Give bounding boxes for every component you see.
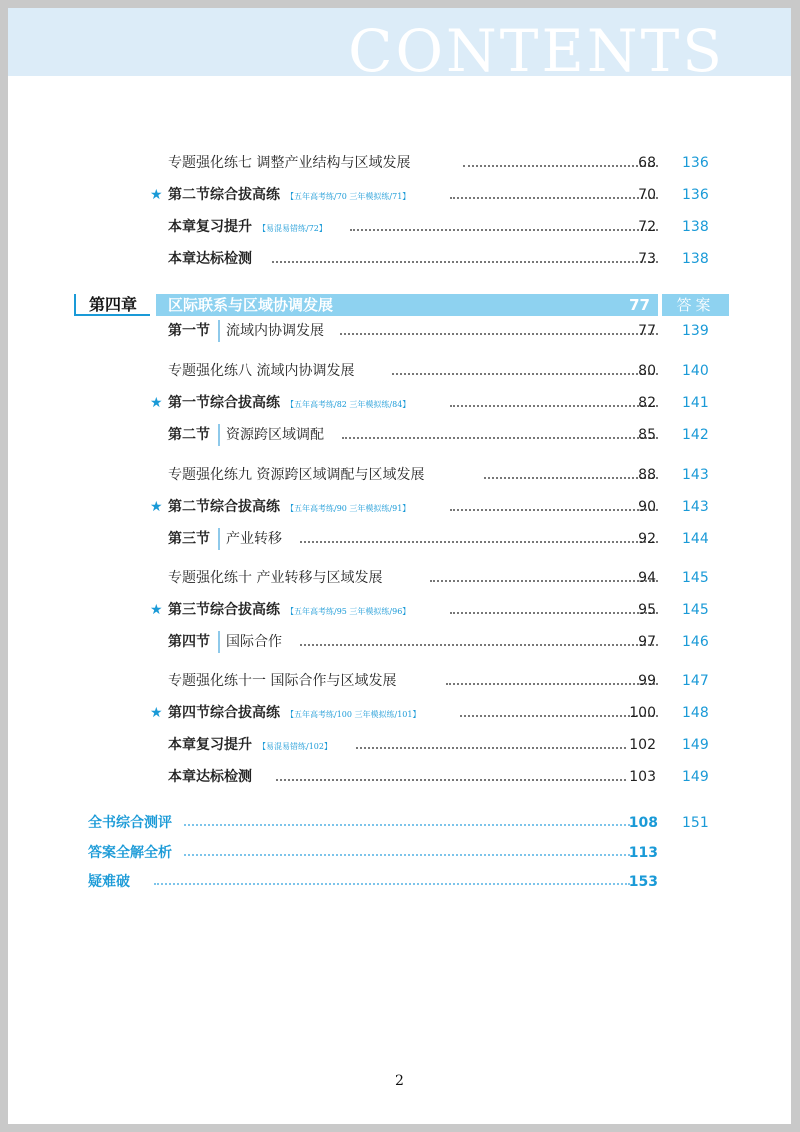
page-number: 2 xyxy=(395,1073,404,1089)
toc-entry-chapter-review[interactable] xyxy=(168,215,726,239)
entry-answer-page: 139 xyxy=(682,323,709,339)
star-icon: ★ xyxy=(150,395,163,411)
entry-title: 本章复习提升 【易混易错练/102】 xyxy=(168,737,332,753)
answer-column-label: 答案 xyxy=(662,294,729,316)
document-page xyxy=(8,8,791,1124)
entry-page: 94 xyxy=(638,570,656,586)
entry-page: 108 xyxy=(628,815,658,831)
section-title: 资源跨区域调配 xyxy=(226,427,324,443)
star-icon: ★ xyxy=(150,499,163,515)
dot-leader xyxy=(356,747,626,749)
entry-answer-page: 149 xyxy=(682,769,709,785)
entry-page: 113 xyxy=(628,845,658,861)
toc-entry-chapter4-test[interactable] xyxy=(168,765,726,789)
section-divider xyxy=(218,528,220,550)
entry-answer-page: 145 xyxy=(682,570,709,586)
entry-page: 68 xyxy=(638,155,656,171)
star-icon: ★ xyxy=(150,602,163,618)
entry-answer-page: 143 xyxy=(682,499,709,515)
entry-answer-page: 151 xyxy=(682,815,709,831)
entry-page: 100 xyxy=(629,705,656,721)
entry-answer-page: 142 xyxy=(682,427,709,443)
entry-answer-page: 149 xyxy=(682,737,709,753)
entry-answer-page: 143 xyxy=(682,467,709,483)
dot-leader xyxy=(184,824,630,826)
entry-page: 153 xyxy=(628,874,658,890)
section-number: 第三节 xyxy=(168,531,210,547)
toc-book-difficulty[interactable] xyxy=(88,871,716,893)
entry-title: 第四节综合拔高练 【五年高考练/100 三年模拟练/101】 xyxy=(168,705,421,721)
star-icon: ★ xyxy=(150,187,163,203)
toc-entry-chapter-test[interactable] xyxy=(168,247,726,271)
entry-title: 疑难破 xyxy=(88,874,130,890)
entry-title: 第一节综合拔高练 【五年高考练/82 三年模拟练/84】 xyxy=(168,395,411,411)
entry-answer-page: 138 xyxy=(682,251,709,267)
entry-title: 本章达标检测 xyxy=(168,769,252,785)
entry-answer-page: 136 xyxy=(682,155,709,171)
entry-answer-page: 136 xyxy=(682,187,709,203)
entry-page: 103 xyxy=(629,769,656,785)
contents-header-band xyxy=(8,8,791,76)
dot-leader xyxy=(154,883,630,885)
entry-title: 本章复习提升 【易混易错练/72】 xyxy=(168,219,327,235)
entry-title: 专题强化练七 调整产业结构与区域发展 xyxy=(168,155,411,171)
toc-entry-section2-review-ch4[interactable] xyxy=(150,495,726,519)
entry-page: 97 xyxy=(638,634,656,650)
dot-leader xyxy=(184,854,630,856)
entry-title: 全书综合测评 xyxy=(88,815,172,831)
entry-title: 本章达标检测 xyxy=(168,251,252,267)
entry-answer-page: 146 xyxy=(682,634,709,650)
entry-page: 99 xyxy=(638,673,656,689)
chapter-title: 区际联系与区域协调发展 xyxy=(168,296,334,314)
entry-title: 专题强化练八 流域内协调发展 xyxy=(168,363,355,379)
entry-page: 85 xyxy=(638,427,656,443)
entry-page: 95 xyxy=(638,602,656,618)
chapter-title-bar xyxy=(156,294,658,316)
entry-answer-page: 144 xyxy=(682,531,709,547)
chapter-page: 77 xyxy=(629,296,650,314)
toc-section-1[interactable] xyxy=(168,319,726,343)
toc-entry-section2-review[interactable] xyxy=(150,183,726,207)
entry-page: 102 xyxy=(629,737,656,753)
entry-title: 答案全解全析 xyxy=(88,845,172,861)
entry-answer-page: 140 xyxy=(682,363,709,379)
entry-title: 专题强化练十 产业转移与区域发展 xyxy=(168,570,383,586)
entry-answer-page: 141 xyxy=(682,395,709,411)
contents-heading: CONTENTS xyxy=(348,17,725,76)
toc-section-4[interactable] xyxy=(168,630,726,654)
entry-answer-page: 147 xyxy=(682,673,709,689)
chapter-label: 第四章 xyxy=(74,294,150,316)
entry-page: 77 xyxy=(638,323,656,339)
star-icon: ★ xyxy=(150,705,163,721)
section-number: 第一节 xyxy=(168,323,210,339)
entry-title: 专题强化练九 资源跨区域调配与区域发展 xyxy=(168,467,425,483)
toc-entry-section4-review[interactable] xyxy=(150,701,726,725)
entry-page: 90 xyxy=(638,499,656,515)
section-number: 第四节 xyxy=(168,634,210,650)
dot-leader xyxy=(276,779,626,781)
toc-entry-section1-review[interactable] xyxy=(150,391,726,415)
entry-page: 92 xyxy=(638,531,656,547)
entry-title: 第二节综合拔高练 【五年高考练/90 三年模拟练/91】 xyxy=(168,499,411,515)
entry-page: 70 xyxy=(638,187,656,203)
toc-book-assessment[interactable] xyxy=(88,812,716,834)
toc-entry-practice-11[interactable] xyxy=(168,669,726,693)
toc-section-2[interactable] xyxy=(168,423,726,447)
entry-page: 88 xyxy=(638,467,656,483)
entry-page: 72 xyxy=(638,219,656,235)
toc-entry-chapter4-review[interactable] xyxy=(168,733,726,757)
toc-entry-practice-9[interactable] xyxy=(168,463,726,487)
toc-book-answers[interactable] xyxy=(88,842,716,864)
toc-entry-practice-8[interactable] xyxy=(168,359,726,383)
section-title: 流域内协调发展 xyxy=(226,323,324,339)
toc-entry-practice-7[interactable] xyxy=(168,151,726,175)
section-divider xyxy=(218,631,220,653)
entry-title: 专题强化练十一 国际合作与区域发展 xyxy=(168,673,397,689)
toc-entry-section3-review[interactable] xyxy=(150,598,726,622)
section-number: 第二节 xyxy=(168,427,210,443)
entry-title: 第三节综合拔高练 【五年高考练/95 三年模拟练/96】 xyxy=(168,602,411,618)
entry-title: 第二节综合拔高练 【五年高考练/70 三年模拟练/71】 xyxy=(168,187,411,203)
section-divider xyxy=(218,320,220,342)
section-title: 国际合作 xyxy=(226,634,282,650)
section-title: 产业转移 xyxy=(226,531,282,547)
entry-answer-page: 145 xyxy=(682,602,709,618)
entry-page: 80 xyxy=(638,363,656,379)
toc-section-3[interactable] xyxy=(168,527,726,551)
chapter-4-header[interactable] xyxy=(74,294,729,316)
toc-entry-practice-10[interactable] xyxy=(168,566,726,590)
entry-answer-page: 148 xyxy=(682,705,709,721)
entry-answer-page: 138 xyxy=(682,219,709,235)
section-divider xyxy=(218,424,220,446)
entry-page: 73 xyxy=(638,251,656,267)
entry-page: 82 xyxy=(638,395,656,411)
